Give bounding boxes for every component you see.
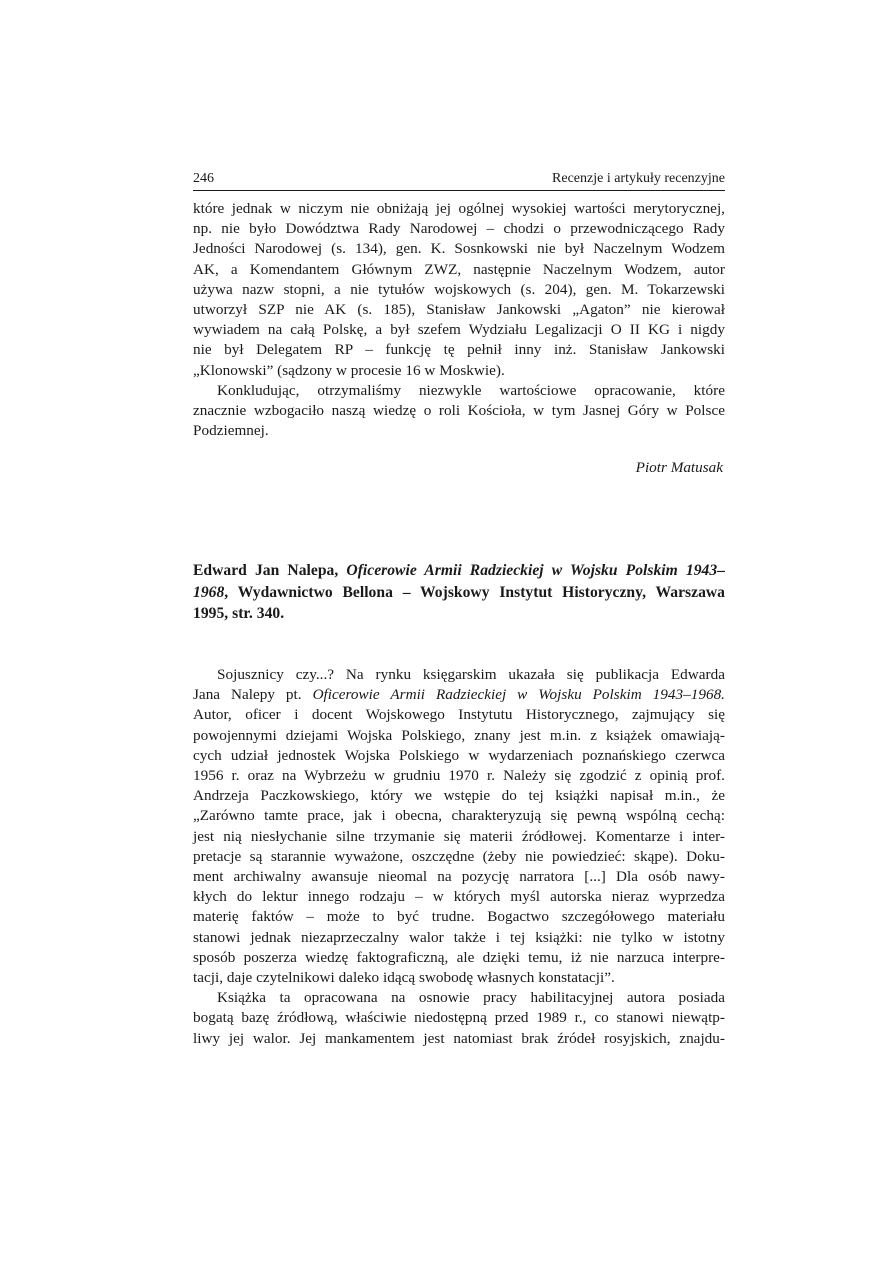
text-line: utworzył SZP nie AK (s. 185), Stanisław Jankowski „Agaton” nie kierował — [193, 301, 725, 319]
text-line: sposób poszerza wiedzę faktograficzną, ale dzięki temu, iż nie narzuca interpre- — [193, 948, 725, 966]
book-title-inline: Oficerowie Armii Radzieckiej w Wojsku Polskim 1943–1968. — [312, 686, 725, 704]
text-line: Sojusznicy czy...? Na rynku księgarskim ukazała się publikacja Edwarda — [217, 665, 725, 683]
running-title: Recenzje i artykuły recenzyjne — [552, 171, 725, 186]
running-header — [193, 170, 725, 191]
text-line: używa nazw stopni, a nie tytułów wojskowych (s. 204), gen. M. Tokarzewski — [193, 280, 725, 298]
review-1-signature: Piotr Matusak — [635, 459, 723, 477]
text-line: które jednak w niczym nie obniżają jej ogólnej wysokiej wartości merytorycznej, — [193, 200, 725, 217]
review-2-heading — [193, 560, 725, 625]
text-line — [193, 685, 725, 705]
text-line: 1956 r. oraz na Wybrzeżu w grudniu 1970 r. Należy się zgodzić z opinią prof. — [193, 766, 725, 784]
text-line: stanowi jednak niezaprzeczalny walor także i tej książki: nie tylko w istotny — [193, 928, 725, 946]
text-line: wywiadem na całą Polskę, a był szefem Wydziału Legalizacji O II KG i nigdy — [193, 321, 725, 339]
text-line: AK, a Komendantem Głównym ZWZ, następnie Naczelnym Wodzem, autor — [193, 260, 725, 278]
text-line: tacji, daje czytelnikowi daleko idącą swobodę własnych konstatacji”. — [193, 968, 615, 986]
text-line: cych udział jednostek Wojska Polskiego w wydarzeniach poznańskiego czerwca — [193, 746, 725, 764]
text-line: kłych do lektur innego rodzaju – w których myśl autorska nieraz wyprzedza — [193, 888, 725, 906]
text-line: powojennymi dziejami Wojska Polskiego, znany jest m.in. z książek omawiają- — [193, 726, 725, 744]
text-line: „Zarówno tamte prace, jak i obecna, charakteryzują się pewną wspólną cechą: — [193, 807, 725, 825]
heading-book-title: Oficerowie Armii Radzieckiej w Wojsku Polskim 1943– — [346, 562, 726, 580]
text-line: Książka ta opracowana na osnowie pracy habilitacyjnej autora posiada — [217, 989, 725, 1007]
text-line: jest nią niesłychanie silne trzymanie się materii źródłowej. Komentarze i inter- — [193, 827, 725, 845]
text-line: Autor, oficer i docent Wojskowego Instytutu Historycznego, zajmujący się — [193, 706, 725, 724]
heading-line: 1995, str. 340. — [193, 605, 285, 623]
text-fragment: Jana Nalepy pt. — [193, 686, 313, 704]
heading-book-title-end: 1968 — [193, 583, 225, 601]
text-line: Jedności Narodowej (s. 134), gen. K. Sosnkowski nie był Naczelnym Wodzem — [193, 240, 725, 258]
text-line: pretacje są starannie wyważone, oszczędne (żeby nie powiedzieć: skąpe). Doku- — [193, 847, 725, 865]
text-line: ment archiwalny awansuje nieomal na pozycję narratora [...] Dla osób nawy- — [193, 867, 725, 885]
heading-author: Edward Jan Nalepa, — [193, 562, 339, 580]
text-line: „Klonowski” (sądzony w procesie 16 w Moskwie). — [193, 361, 505, 379]
text-line: liwy jej walor. Jej mankamentem jest natomiast brak źródeł rosyjskich, znajdu- — [193, 1029, 725, 1047]
heading-publisher: , Wydawnictwo Bellona – Wojskowy Instytut Historyczny, Warszawa — [224, 583, 725, 601]
page — [193, 170, 725, 1049]
text-line: Konkludując, otrzymaliśmy niezwykle wartościowe opracowanie, które — [217, 381, 725, 399]
review-2-text — [193, 665, 725, 1049]
text-line: znacznie wzbogaciło naszą wiedzę o roli Kościoła, w tym Jasnej Góry w Polsce — [193, 402, 725, 420]
heading-line — [193, 582, 725, 604]
review-1-text — [193, 199, 725, 441]
text-line: Podziemnej. — [193, 422, 269, 440]
text-line: bogatą bazę źródłową, właściwie niedostępną przed 1989 r., co stanowi niewątp- — [193, 1009, 725, 1027]
text-line: Andrzeja Paczkowskiego, który we wstępie do tej książki napisał m.in., że — [193, 787, 725, 805]
text-line: np. nie było Dowództwa Rady Narodowej – chodzi o przewodniczącego Rady — [193, 220, 725, 238]
text-line: nie był Delegatem RP – funkcję tę pełnił inny inż. Stanisław Jankowski — [193, 341, 725, 359]
text-line: materię faktów – może to być trudne. Bogactwo szczegółowego materiału — [193, 908, 725, 926]
page-number: 246 — [193, 171, 214, 186]
heading-line — [193, 560, 725, 582]
